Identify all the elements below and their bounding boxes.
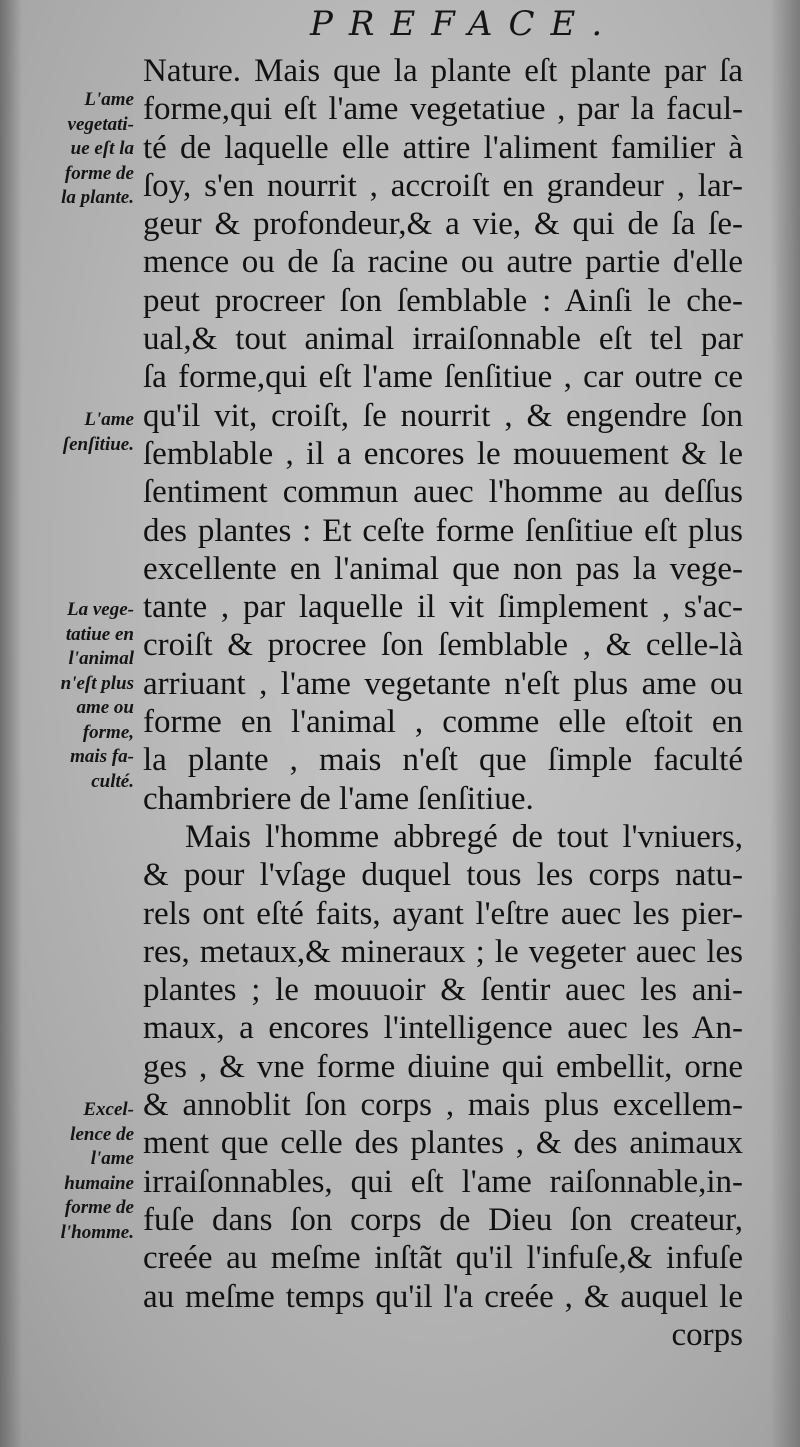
text-line: au meſme temps qu'il l'a creée , & auquel le (143, 1278, 743, 1315)
margin-note-line: forme de (64, 162, 134, 184)
text-line: tante , par laquelle il vit ſimplement , s'ac- (143, 589, 743, 626)
margin-note-line: vegetati- (67, 113, 134, 135)
margin-note-line: forme, (82, 721, 134, 743)
running-header: PREFACE. (310, 4, 619, 44)
margin-note-line: la plante. (61, 187, 134, 208)
text-line: té de laquelle elle attire l'aliment familier à (143, 129, 743, 166)
margin-note-line: l'ame (90, 1148, 134, 1169)
text-line: ment que celle des plantes , & des animaux (143, 1125, 743, 1162)
text-line: rels ont eſté faits, ayant l'eſtre auec les pier- (143, 895, 743, 932)
margin-note-line: mais fa- (70, 746, 134, 767)
margin-note-line: L'ame (84, 89, 134, 110)
margin-note-vegetative-soul (30, 88, 134, 211)
text-line: ſemblable , il a encores le mouuement & le (143, 435, 743, 472)
text-line: ual,& tout animal irraiſonnable eſt tel par (143, 321, 743, 358)
text-line: excellente en l'animal que non pas la vege- (143, 550, 743, 587)
text-line: croiſt & procree ſon ſemblable , & celle-là (143, 627, 743, 664)
margin-note-line: lence de (70, 1123, 134, 1145)
margin-note-sensitive-soul (30, 408, 134, 457)
text-line: qu'il vit, croiſt, ſe nourrit , & engendre ſon (143, 397, 743, 434)
text-line: la plante , mais n'eſt que ſimple faculté (143, 742, 743, 779)
margin-note-line: L'ame (84, 409, 134, 430)
main-text-block (143, 52, 743, 1354)
text-line: chambriere de l'ame ſenſitiue. (143, 780, 534, 817)
text-line: ſoy, s'en nourrit , accroiſt en grandeur , lar- (143, 167, 743, 204)
text-line: maux, a encores l'intelligence auec les An- (143, 1010, 743, 1047)
text-line: ſa forme,qui eſt l'ame ſenſitiue , car outre ce (143, 359, 743, 396)
margin-note-line: La vege- (67, 599, 134, 620)
text-line: & pour l'vſage duquel tous les corps natu- (143, 857, 743, 894)
margin-note-line: n'eſt plus (60, 672, 134, 694)
margin-note-line: tatiue en (65, 623, 134, 645)
margin-note-line: l'homme. (60, 1221, 134, 1243)
text-line: forme en l'animal , comme elle eſtoit en (143, 704, 743, 741)
text-line: mence ou de ſa racine ou autre partie d'elle (143, 244, 743, 281)
text-line: Mais l'homme abbregé de tout l'vniuers, (185, 818, 743, 855)
margin-note-line: ſenſitiue. (62, 433, 134, 455)
text-line: & annoblit ſon corps , mais plus excellem- (143, 1087, 743, 1124)
margin-note-human-soul (30, 1098, 134, 1245)
text-line: geur & profondeur,& a vie, & qui de ſa ſe- (143, 206, 743, 243)
text-line: des plantes : Et ceſte forme ſenſitiue eſt plus (143, 512, 743, 549)
margin-note-vegetative-in-animal (30, 598, 134, 794)
margin-note-line: ame ou (76, 697, 134, 718)
text-line: irraiſonnables, qui eſt l'ame raiſonnable,in- (143, 1163, 743, 1200)
text-line: arriuant , l'ame vegetante n'eſt plus ame ou (143, 665, 743, 702)
text-line: ges , & vne forme diuine qui embellit, orne (143, 1048, 743, 1085)
text-line: res, metaux,& mineraux ; le vegeter auec les (143, 933, 743, 970)
text-line: peut procreer ſon ſemblable : Ainſi le che- (143, 282, 743, 319)
text-line: forme,qui eſt l'ame vegetatiue , par la facul- (143, 91, 743, 128)
margin-note-line: forme de (64, 1197, 134, 1218)
text-line: fuſe dans ſon corps de Dieu ſon createur, (143, 1201, 743, 1238)
catchword: corps (671, 1316, 743, 1353)
margin-note-line: Excel- (83, 1099, 134, 1120)
margin-note-line: ue eſt la (70, 138, 134, 159)
text-line: Nature. Mais que la plante eſt plante par ſa (143, 53, 743, 89)
margin-note-line: culté. (91, 770, 134, 792)
text-line: creée au meſme inſtãt qu'il l'infuſe,& infuſe (143, 1240, 743, 1277)
margin-note-line: humaine (64, 1172, 134, 1194)
text-line: plantes ; le mouuoir & ſentir auec les ani- (143, 972, 743, 1009)
text-line: ſentiment commun auec l'homme au deſſus (143, 474, 743, 511)
margin-note-line: l'animal (68, 648, 134, 669)
